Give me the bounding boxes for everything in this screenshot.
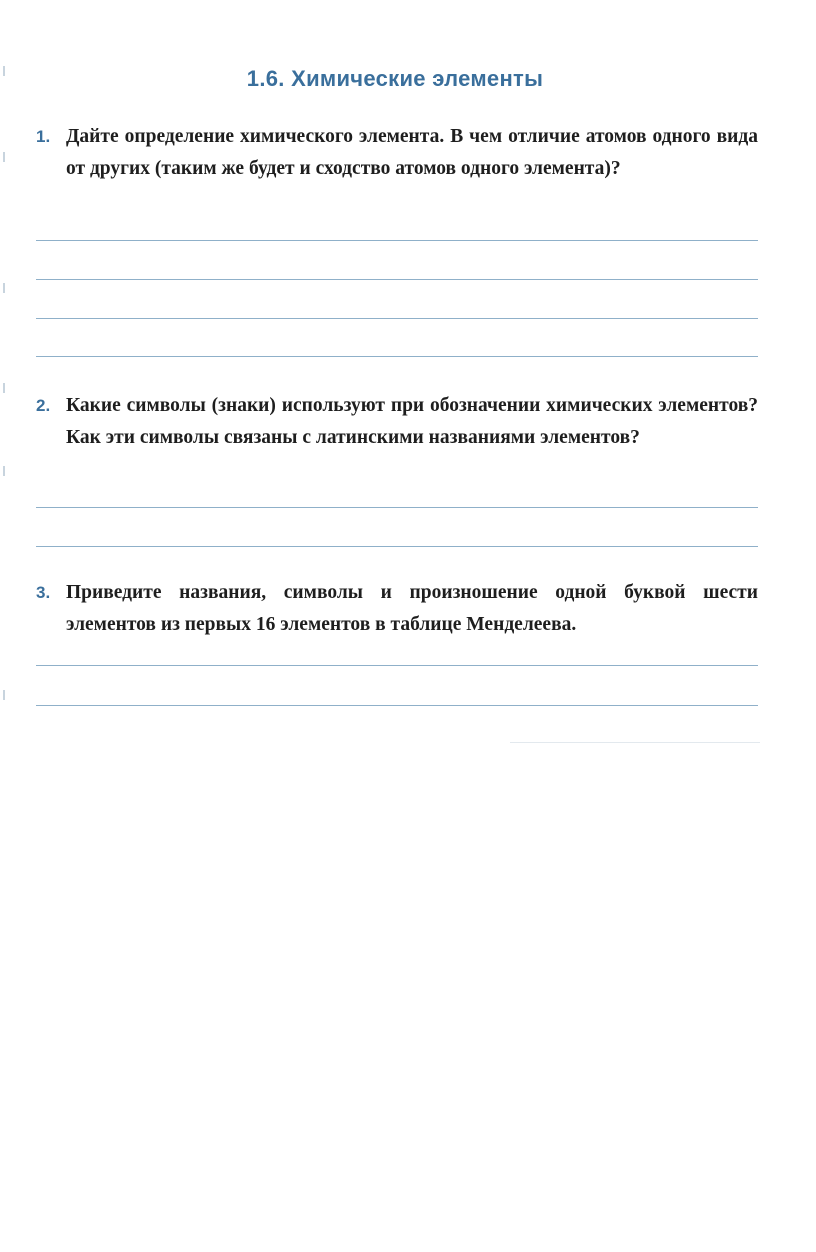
margin-scan-mark — [3, 466, 5, 476]
answer-line[interactable] — [36, 546, 758, 547]
answer-line[interactable] — [36, 665, 758, 666]
answer-line[interactable] — [36, 507, 758, 508]
question-2 — [36, 396, 758, 454]
margin-scan-mark — [3, 690, 5, 700]
question-text: Какие символы (знаки) используют при обозначении химических элементов? Как эти символы связаны с латинскими названиями элементов? — [66, 395, 758, 448]
margin-scan-mark — [3, 383, 5, 393]
answer-line[interactable] — [36, 240, 758, 241]
question-1 — [36, 127, 758, 185]
question-number: 1. — [36, 127, 51, 146]
margin-scan-mark — [3, 283, 5, 293]
question-text: Приведите названия, символы и произношение одной буквой шести элементов из первых 16 элементов в таблице Менделеева. — [66, 582, 758, 635]
answer-line[interactable] — [36, 356, 758, 357]
answer-line[interactable] — [36, 318, 758, 319]
answer-line[interactable] — [36, 279, 758, 280]
margin-scan-mark — [3, 66, 5, 76]
faint-scan-line — [510, 742, 760, 743]
page-title: 1.6. Химические элементы — [246, 66, 544, 91]
question-number: 3. — [36, 583, 51, 602]
question-number: 2. — [36, 396, 51, 415]
margin-scan-mark — [3, 152, 5, 162]
question-3 — [36, 583, 758, 641]
question-text: Дайте определение химического элемента. В чем отличие атомов одного вида от других (таким же будет и сходство атомов одного элемента)? — [66, 126, 758, 179]
answer-line[interactable] — [36, 705, 758, 706]
